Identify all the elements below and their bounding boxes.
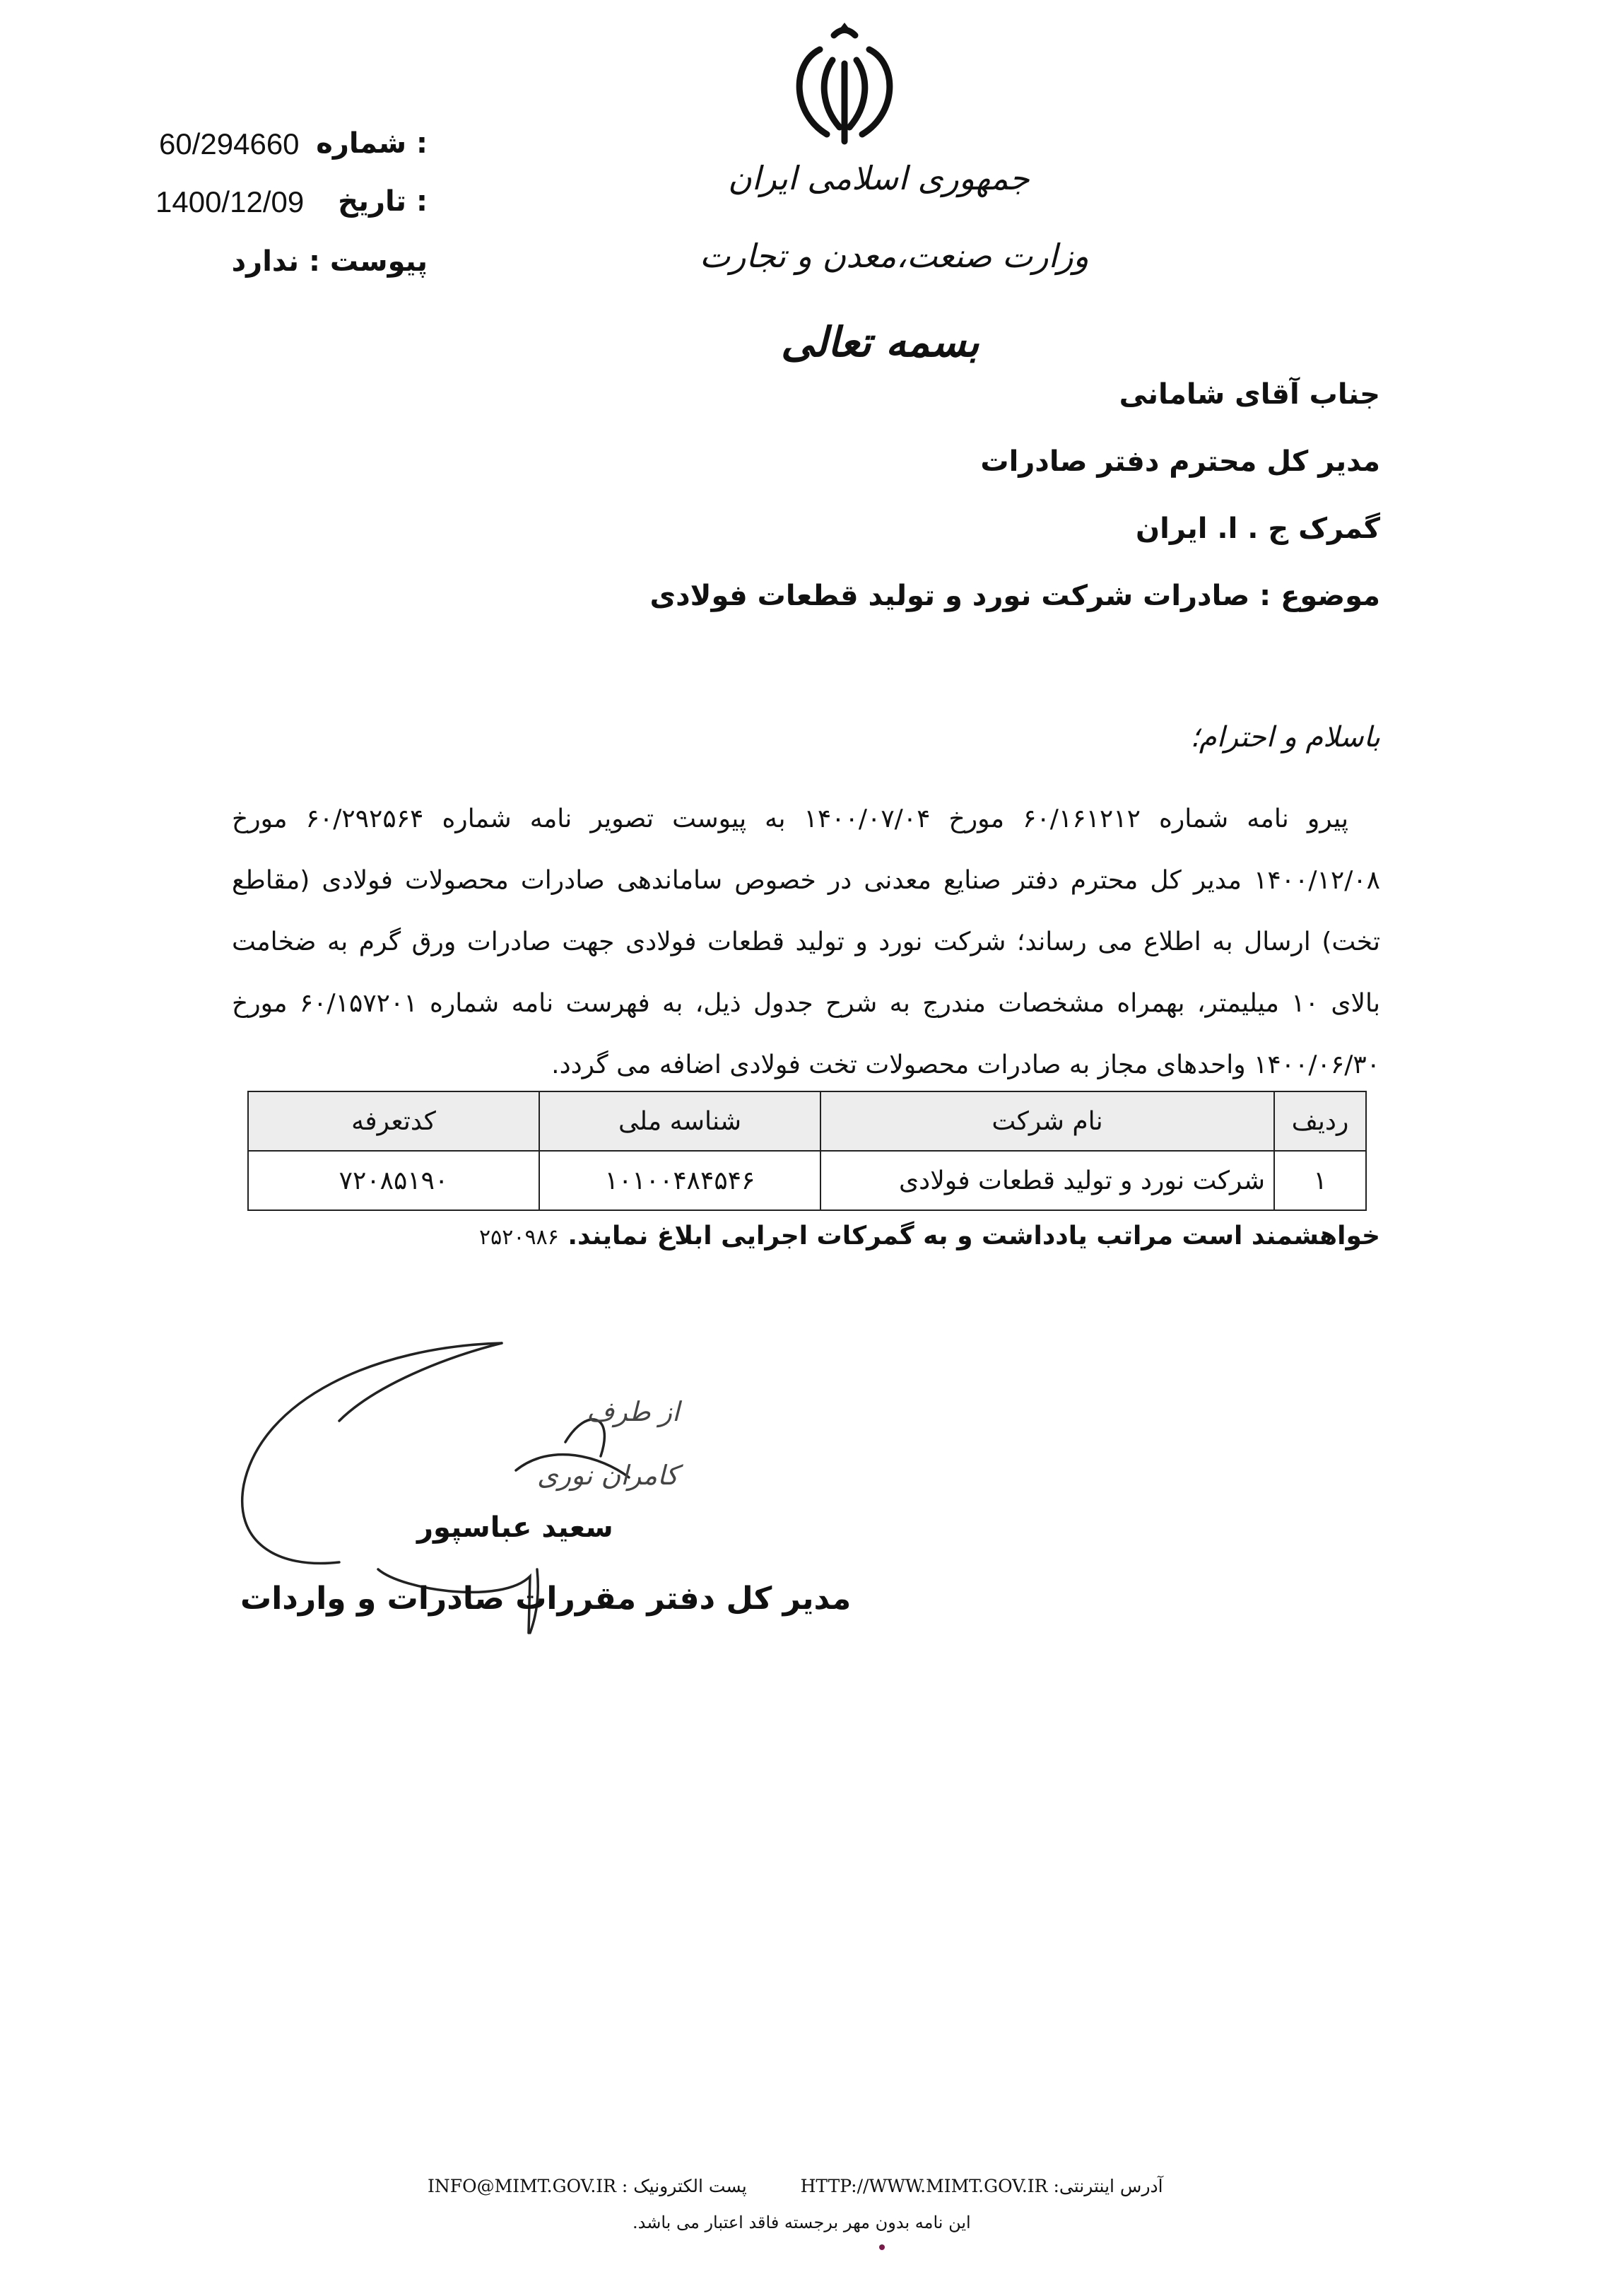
table-header-row — [248, 1091, 1366, 1151]
greeting: باسلام و احترام؛ — [1190, 721, 1380, 754]
letter-date-value: 1400/12/09 — [155, 185, 305, 218]
table-header-cell: کدتعرفه — [248, 1091, 539, 1151]
ministry-title: وزارت صنعت،معدن و تجارت — [700, 237, 1089, 275]
letter-attachment — [231, 245, 428, 283]
table-row — [248, 1151, 1366, 1210]
signature-handwritten-line2: کامران نوری — [537, 1460, 678, 1491]
letter-number-label: شماره : — [316, 127, 428, 160]
letter-subject: موضوع : صادرات شرکت نورد و تولید قطعات فولادی — [649, 580, 1380, 612]
footer-web-url: HTTP://WWW.MIMT.GOV.IR — [800, 2176, 1048, 2196]
table-header-cell: ردیف — [1274, 1091, 1366, 1151]
letter-attachment-value: ندارد — [231, 245, 300, 278]
body-paragraph: پیرو نامه شماره ۶۰/۱۶۱۲۱۲ مورخ ۱۴۰۰/۰۷/۰۴ به پیوست تصویر نامه شماره ۶۰/۲۹۲۵۶۴ مورخ ۱۴۰۰/۱۲/۰۸ مدیر کل محترم دفتر صنایع معدنی در خصوص ساماندهی صادرات محصولات فولادی (مقاطع تخت) ارسال به اطلاع می رساند؛ شرکت نورد و تولید قطعات فولادی جهت صادرات ورق گرم به ضخامت بالای ۱۰ میلیمتر، بهمراه مشخصات مندرج به شرح جدول ذیل، به فهرست نامه شماره ۶۰/۱۵۷۲۰۱ مورخ ۱۴۰۰/۰۶/۳۰ واحدهای مجاز به صادرات محصولات تخت فولادی اضافه می گردد. — [232, 804, 1381, 1079]
recipient-position: مدیر کل محترم دفتر صادرات — [980, 445, 1380, 478]
footer-note: این نامه بدون مهر برجسته فاقد اعتبار می باشد. — [632, 2213, 971, 2232]
table-cell-tariff-code: ۷۲۰۸۵۱۹۰ — [248, 1151, 539, 1210]
letter-date — [155, 185, 428, 223]
republic-title: جمهوری اسلامی ایران — [728, 159, 1030, 197]
footer-mark — [879, 2244, 885, 2250]
signatory-title: مدیر کل دفتر مقررات صادرات و واردات — [240, 1581, 852, 1617]
company-table — [247, 1091, 1367, 1211]
letter-number-value: 60/294660 — [159, 127, 300, 160]
letter-attachment-label: پیوست : — [308, 245, 428, 278]
table-header-cell: شناسه ملی — [539, 1091, 820, 1151]
table-cell-row-number: ۱ — [1274, 1151, 1366, 1210]
bismillah: بسمه تعالی — [781, 318, 979, 366]
table-cell-national-id: ۱۰۱۰۰۴۸۴۵۴۶ — [539, 1151, 820, 1210]
letter-number — [159, 127, 428, 165]
closing-line — [479, 1222, 1380, 1250]
table-cell-company-name: شرکت نورد و تولید قطعات فولادی — [820, 1151, 1274, 1210]
footer-web-label: آدرس اینترنتی: — [1053, 2176, 1163, 2196]
letter-date-label: تاریخ : — [338, 185, 428, 218]
recipient-name: جناب آقای شامانی — [1119, 378, 1380, 411]
footer-contact — [428, 2176, 1163, 2196]
closing-reference-number: ۲۵۲۰۹۸۶ — [479, 1225, 559, 1250]
footer-email-label: پست الکترونیک : — [621, 2176, 747, 2196]
footer-email: INFO@MIMT.GOV.IR — [428, 2176, 616, 2196]
iran-emblem-icon — [777, 21, 912, 148]
closing-text: خواهشمند است مراتب یادداشت و به گمرکات اجرایی ابلاغ نمایند. — [567, 1222, 1380, 1250]
recipient-organization: گمرک ج . ا. ایران — [1135, 512, 1380, 545]
signatory-name: سعید عباسپور — [417, 1511, 613, 1544]
table-header-cell: نام شرکت — [820, 1091, 1274, 1151]
signature-handwritten-line1: از طرف — [587, 1396, 680, 1427]
